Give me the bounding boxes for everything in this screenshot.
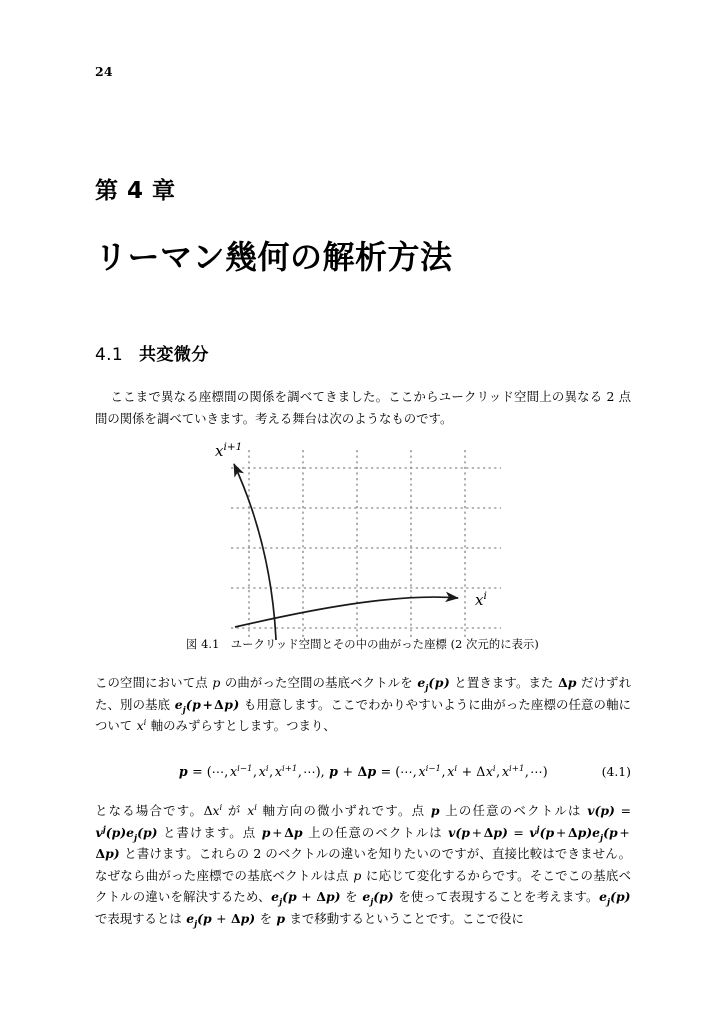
- math-p: p: [212, 675, 221, 690]
- math-x-i: $x^i$: [247, 801, 257, 818]
- text-run: に応じて変化するからです。そこでこの基底ベクトルの違いを解決するため、: [95, 867, 631, 904]
- page-number: 24: [95, 64, 113, 79]
- paragraph-after-figure: [95, 672, 631, 737]
- text-run: と書けます。これらの 2 のベクトルの違いを知りたいのですが、直接比較はできません。なぜなら曲がった座標での基底ベクトルは点: [95, 846, 631, 883]
- section-title: 共変微分: [138, 345, 209, 365]
- math-v-p: v(p): [587, 803, 615, 818]
- text-run: を使って表現することを考えます。: [394, 889, 599, 904]
- grid-vertical-lines: [249, 450, 465, 640]
- text-run: 上の任意のベクトルは: [440, 803, 587, 818]
- math-vj-ej-p: $v^j(p)e_j(p)$: [95, 823, 158, 842]
- text-run: となる場合です。: [95, 803, 204, 818]
- text-run: 上の任意のベクトルは: [303, 824, 448, 840]
- math-x-i: $x^i$: [136, 716, 147, 733]
- math-p: p: [276, 910, 286, 926]
- curved-axis-vertical: [234, 464, 276, 640]
- text-run: を: [255, 910, 276, 926]
- text-run: が: [222, 803, 247, 818]
- axis-label-vertical-exponent: i+1: [222, 441, 242, 453]
- equation-4-1: [95, 764, 631, 779]
- paragraph-intro: [95, 386, 631, 429]
- math-p: p: [353, 867, 362, 883]
- axis-label-horizontal: $x^i$: [474, 590, 487, 609]
- math-ej-p-plus-dp: $e_j(p$: [271, 889, 297, 907]
- math-delta-p: Δp: [558, 675, 577, 690]
- text-run: この空間において点: [95, 675, 212, 690]
- figure-caption: 図 4.1 ユークリッド空間とその中の曲がった座標 (2 次元的に表示): [186, 638, 539, 651]
- section-number: 4.1: [95, 345, 123, 365]
- text-run: を: [340, 889, 362, 904]
- math-ej-p: $e_j(p)$: [362, 889, 394, 907]
- axis-label-vertical: $x^{i+1}$: [214, 441, 242, 460]
- math-vj-p-plus-dp-ej: $v^j(p$: [529, 823, 555, 840]
- paragraph-text: となる場合です。$\Delta x^i$ が $x^i$ 軸方向の微小ずれです。点 p 上の任意のベクトルは $v(p) = v^j(p)e_j(p)$ と書けます。点 p + Δp 上の任意のベクトルは v(p + $\Delta p) = v^j(p$ + $\Delta p)e_j(p$ + Δp) と書けます。これらの 2 のベクトルの違いを知りたいのですが、直接比較はできません。なぜなら曲がった座標での基底ベクトルは点 p に応じて変化するからです。そこでこの基底ベクトルの違いを解決するため、$e_j(p + \Delta p)$ を $e_j(p)$ を使って表現することを考えます。$e_j(p)$ で表現するとは $e_j(p + \Delta p)$ を p まで移動するということです。ここで役に: [95, 801, 631, 928]
- math-ej-p-plus-dp: $e_j(p$: [186, 910, 212, 928]
- chapter-title: リーマン幾何の解析方法: [95, 238, 453, 276]
- figure-4-1: [0, 440, 725, 665]
- text-run: と置きます。また: [450, 675, 558, 690]
- math-delta-x-i: $\Delta x^i$: [203, 801, 223, 818]
- math-ej-p-plus-dp: $e_j(p$ + Δp): [174, 696, 240, 714]
- text-run: だけずれた、別の基底: [95, 675, 631, 712]
- paragraph-after-equation: [95, 800, 631, 929]
- text-run: まで移動するということです。ここで役に: [285, 910, 524, 926]
- chapter-number: 第 4 章: [95, 178, 176, 204]
- equation-number: (4.1): [601, 764, 631, 779]
- text-run: も用意します。ここでわかりやすいように曲がった座標の任意の軸について: [95, 696, 631, 733]
- text-run: 軸方向の微小ずれです。点: [257, 803, 431, 818]
- section-heading: [95, 340, 209, 365]
- text-run: 軸のみずらすとします。つまり、: [146, 718, 336, 733]
- grid-horizontal-lines: [231, 468, 501, 628]
- math-p-plus-dp: p: [261, 824, 271, 840]
- text-run: で表現するとは: [95, 910, 186, 926]
- math-v-p-plus-dp: v(p: [448, 824, 470, 840]
- equation-body: p = (⋯, $x^{i-1}$, $x^i$, $x^{i+1}$, ⋯), p + Δp = (⋯, $x^{i-1}$, $x^i + \Delta x^i$, $x^{i+1}$, ⋯): [178, 763, 548, 779]
- math-p: p: [430, 803, 440, 818]
- curved-axis-horizontal: [235, 597, 458, 627]
- text-run: の曲がった空間の基底ベクトルを: [220, 675, 417, 690]
- axis-label-horizontal-exponent: i: [482, 590, 487, 602]
- paragraph-text: [95, 672, 631, 737]
- math-ej-p: $e_j(p)$: [599, 889, 631, 907]
- paragraph-text: ここまで異なる座標間の関係を調べてきました。ここからユークリッド空間上の異なる 2 点間の関係を調べていきます。考える舞台は次のようなものです。: [95, 389, 631, 426]
- figure-graphic: [213, 440, 513, 640]
- math-ej-p: $e_j(p)$: [417, 675, 450, 693]
- text-run: と書けます。点: [158, 824, 262, 840]
